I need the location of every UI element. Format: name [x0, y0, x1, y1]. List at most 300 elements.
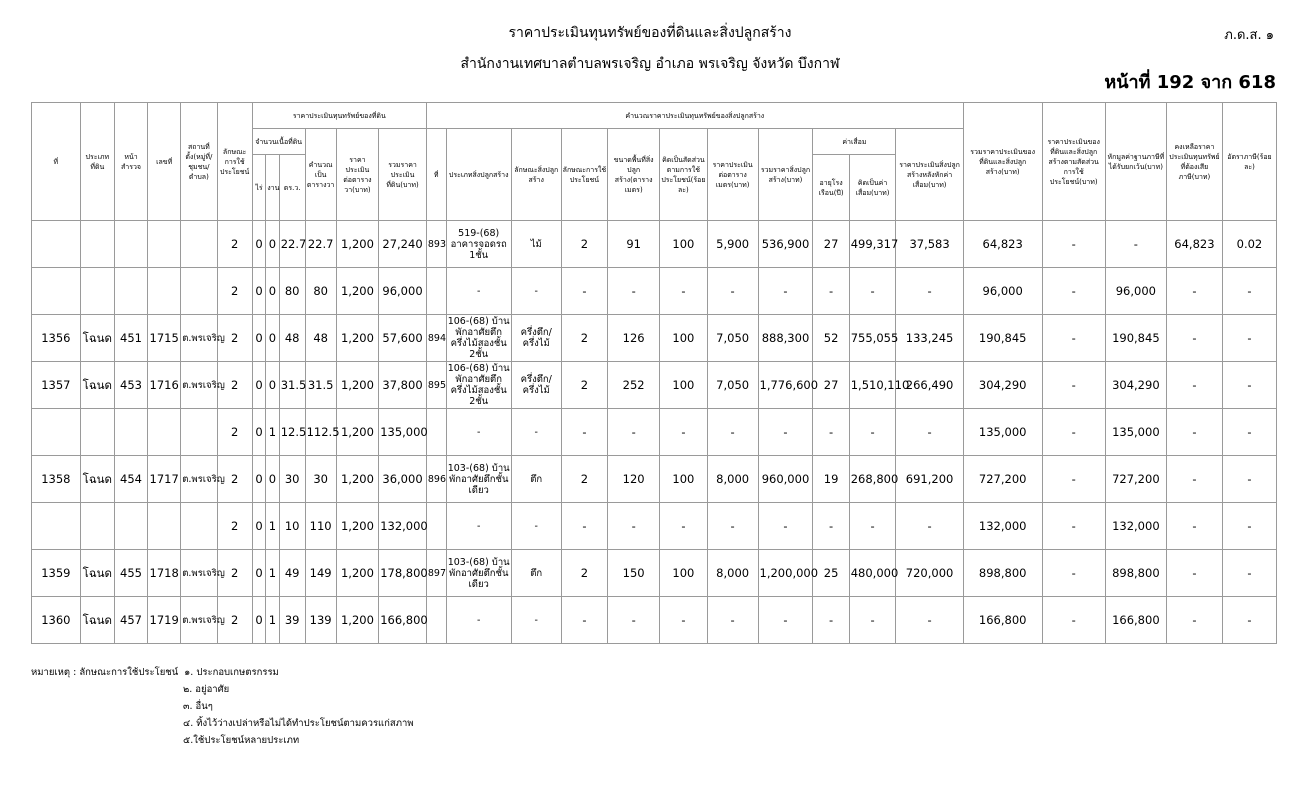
cell-ngan: 0	[266, 268, 279, 315]
cell-b-kind: -	[511, 268, 561, 315]
cell-depr: 480,000	[849, 550, 896, 597]
cell-no: 1359	[32, 550, 81, 597]
cell-prop: -	[1042, 315, 1105, 362]
report-title: ราคาประเมินทุนทรัพย์ของที่ดินและสิ่งปลูกสร้าง	[508, 25, 792, 41]
cell-doc: 1717	[148, 456, 181, 503]
cell-deduct: 304,290	[1105, 362, 1166, 409]
cell-total: 135,000	[963, 409, 1042, 456]
cell-b-pct: 100	[660, 550, 708, 597]
cell-age: -	[813, 268, 849, 315]
cell-sqw: 48	[279, 315, 305, 362]
cell-rate: -	[1222, 362, 1276, 409]
cell-b-area: 91	[608, 221, 660, 268]
cell-b-use: 2	[561, 550, 608, 597]
cell-land-total: 36,000	[379, 456, 427, 503]
col-doc-no: เลขที่	[148, 103, 181, 221]
cell-b-use: -	[561, 503, 608, 550]
cell-land-total: 135,000	[379, 409, 427, 456]
cell-land-type	[80, 268, 114, 315]
cell-use: 2	[217, 456, 252, 503]
cell-doc: 1716	[148, 362, 181, 409]
cell-total: 190,845	[963, 315, 1042, 362]
col-b-no: ที่	[426, 129, 446, 221]
cell-prop: -	[1042, 362, 1105, 409]
cell-sqw: 22.7	[279, 221, 305, 268]
cell-ngan: 1	[266, 409, 279, 456]
cell-rate: -	[1222, 268, 1276, 315]
cell-total: 64,823	[963, 221, 1042, 268]
cell-b-pct: -	[660, 597, 708, 644]
table-row	[32, 503, 1277, 550]
cell-total: 96,000	[963, 268, 1042, 315]
cell-deduct: 727,200	[1105, 456, 1166, 503]
cell-use: 2	[217, 550, 252, 597]
cell-sqw: 49	[279, 550, 305, 597]
col-taxable: คงเหลือราคาประเมินทุนทรัพย์ที่ต้องเสียภาษี(บาท)	[1166, 103, 1222, 221]
cell-ngan: 0	[266, 362, 279, 409]
cell-ngan: 1	[266, 597, 279, 644]
cell-rai: 0	[252, 409, 265, 456]
cell-taxable: -	[1166, 362, 1222, 409]
cell-b-total: -	[758, 597, 813, 644]
cell-land-type	[80, 221, 114, 268]
form-code: ภ.ด.ส. ๑	[1224, 28, 1274, 43]
table-body	[32, 221, 1277, 644]
cell-b-no	[426, 503, 446, 550]
col-b-type: ประเภทสิ่งปลูกสร้าง	[446, 129, 511, 221]
cell-price: 1,200	[336, 409, 379, 456]
cell-b-type: -	[446, 409, 511, 456]
cell-b-total: -	[758, 409, 813, 456]
cell-rai: 0	[252, 503, 265, 550]
cell-b-pct: 100	[660, 362, 708, 409]
cell-depr: -	[849, 503, 896, 550]
cell-b-kind: -	[511, 409, 561, 456]
cell-page: 454	[114, 456, 147, 503]
cell-after: 37,583	[896, 221, 963, 268]
cell-calc: 30	[305, 456, 336, 503]
cell-loc	[181, 268, 217, 315]
cell-loc: ต.พรเจริญ	[181, 315, 217, 362]
cell-b-area: 120	[608, 456, 660, 503]
cell-age: 19	[813, 456, 849, 503]
cell-prop: -	[1042, 550, 1105, 597]
cell-prop: -	[1042, 456, 1105, 503]
cell-page	[114, 503, 147, 550]
group-land-value: ราคาประเมินทุนทรัพย์ของที่ดิน	[252, 103, 426, 129]
cell-b-use: -	[561, 268, 608, 315]
cell-calc: 149	[305, 550, 336, 597]
cell-land-type: โฉนด	[80, 550, 114, 597]
cell-deduct: 190,845	[1105, 315, 1166, 362]
cell-depr: 268,800	[849, 456, 896, 503]
cell-loc: ต.พรเจริญ	[181, 550, 217, 597]
cell-b-pct: 100	[660, 315, 708, 362]
cell-rate: -	[1222, 456, 1276, 503]
cell-rai: 0	[252, 597, 265, 644]
cell-b-kind: ครึ่งตึก/ครึ่งไม้	[511, 315, 561, 362]
cell-rai: 0	[252, 315, 265, 362]
cell-taxable: -	[1166, 597, 1222, 644]
cell-price: 1,200	[336, 550, 379, 597]
cell-page: 457	[114, 597, 147, 644]
table-row	[32, 409, 1277, 456]
cell-ngan: 1	[266, 550, 279, 597]
cell-after: 691,200	[896, 456, 963, 503]
cell-use: 2	[217, 221, 252, 268]
cell-b-total: -	[758, 268, 813, 315]
notes-label: หมายเหตุ : ลักษณะการใช้ประโยชน์	[31, 667, 179, 678]
cell-page	[114, 221, 147, 268]
cell-b-use: -	[561, 409, 608, 456]
col-rai: ไร่	[252, 155, 265, 221]
note-item: ๒. อยู่อาศัย	[183, 684, 230, 695]
cell-rai: 0	[252, 456, 265, 503]
cell-after: -	[896, 409, 963, 456]
cell-ngan: 0	[266, 221, 279, 268]
cell-b-no	[426, 409, 446, 456]
cell-b-no: 896	[426, 456, 446, 503]
cell-after: -	[896, 268, 963, 315]
cell-page	[114, 268, 147, 315]
cell-land-total: 132,000	[379, 503, 427, 550]
cell-calc: 80	[305, 268, 336, 315]
cell-b-pct: -	[660, 503, 708, 550]
cell-depr: 499,317	[849, 221, 896, 268]
cell-land-type	[80, 409, 114, 456]
col-b-after-depr: ราคาประเมินสิ่งปลูกสร้างหลังหักค่าเสื่อม(บาท)	[896, 129, 963, 221]
report-subtitle: สำนักงานเทศบาลตำบลพรเจริญ อำเภอ พรเจริญ จังหวัด บึงกาฬ	[460, 56, 840, 72]
cell-b-type: 103-(68) บ้านพักอาศัยตึกชั้นเดียว	[446, 456, 511, 503]
cell-b-area: 126	[608, 315, 660, 362]
cell-price: 1,200	[336, 315, 379, 362]
cell-sqw: 12.5	[279, 409, 305, 456]
cell-taxable: -	[1166, 409, 1222, 456]
cell-b-price: 8,000	[707, 456, 758, 503]
cell-no	[32, 409, 81, 456]
table-row	[32, 597, 1277, 644]
cell-use: 2	[217, 503, 252, 550]
cell-land-type	[80, 503, 114, 550]
col-deduction: หักมูลค่าฐานภาษีที่ได้รับยกเว้น(บาท)	[1105, 103, 1166, 221]
group-area: จำนวนเนื้อที่ดิน	[252, 129, 305, 155]
cell-land-total: 166,800	[379, 597, 427, 644]
cell-land-total: 178,800	[379, 550, 427, 597]
table-row	[32, 221, 1277, 268]
cell-sqw: 10	[279, 503, 305, 550]
cell-b-kind: ตึก	[511, 550, 561, 597]
cell-b-kind: ครึ่งตึก/ครึ่งไม้	[511, 362, 561, 409]
col-b-percent: คิดเป็นสัดส่วนตามการใช้ประโยชน์(ร้อยละ)	[660, 129, 708, 221]
cell-taxable: -	[1166, 456, 1222, 503]
cell-price: 1,200	[336, 597, 379, 644]
cell-b-no	[426, 268, 446, 315]
cell-no	[32, 268, 81, 315]
cell-rai: 0	[252, 362, 265, 409]
cell-loc: ต.พรเจริญ	[181, 597, 217, 644]
cell-sqw: 30	[279, 456, 305, 503]
table-row	[32, 550, 1277, 597]
col-b-kind: ลักษณะสิ่งปลูกสร้าง	[511, 129, 561, 221]
cell-calc: 48	[305, 315, 336, 362]
table-row	[32, 315, 1277, 362]
cell-price: 1,200	[336, 503, 379, 550]
cell-b-total: 536,900	[758, 221, 813, 268]
cell-age: -	[813, 409, 849, 456]
cell-rai: 0	[252, 221, 265, 268]
cell-rate: -	[1222, 503, 1276, 550]
cell-loc	[181, 409, 217, 456]
note-item: ๓. อื่นๆ	[183, 701, 213, 712]
col-total-value: รวมราคาประเมินของที่ดินและสิ่งปลูกสร้าง(บาท)	[963, 103, 1042, 221]
cell-deduct: 898,800	[1105, 550, 1166, 597]
cell-doc	[148, 221, 181, 268]
cell-taxable: -	[1166, 503, 1222, 550]
cell-deduct: -	[1105, 221, 1166, 268]
cell-b-type: 519-(68) อาคารจอดรถ 1ชั้น	[446, 221, 511, 268]
cell-no	[32, 503, 81, 550]
cell-use: 2	[217, 597, 252, 644]
cell-age: 52	[813, 315, 849, 362]
col-depr-amt: คิดเป็นค่าเสื่อม(บาท)	[849, 155, 896, 221]
col-usage-type: ลักษณะการใช้ประโยชน์	[217, 103, 252, 221]
cell-b-price: 8,000	[707, 550, 758, 597]
cell-b-no: 895	[426, 362, 446, 409]
cell-after: 720,000	[896, 550, 963, 597]
cell-price: 1,200	[336, 362, 379, 409]
cell-depr: -	[849, 409, 896, 456]
cell-sqw: 39	[279, 597, 305, 644]
cell-taxable: -	[1166, 550, 1222, 597]
col-location: สถานที่ตั้ง(หมู่ที่/ชุมชน/ตำบล)	[181, 103, 217, 221]
col-land-type: ประเภทที่ดิน	[80, 103, 114, 221]
cell-b-use: 2	[561, 315, 608, 362]
group-building-value: คำนวณราคาประเมินทุนทรัพย์ของสิ่งปลูกสร้าง	[426, 103, 963, 129]
cell-prop: -	[1042, 503, 1105, 550]
cell-b-kind: -	[511, 503, 561, 550]
cell-doc: 1719	[148, 597, 181, 644]
cell-depr: -	[849, 597, 896, 644]
cell-b-type: 103-(68) บ้านพักอาศัยตึกชั้นเดียว	[446, 550, 511, 597]
cell-no: 1356	[32, 315, 81, 362]
cell-prop: -	[1042, 268, 1105, 315]
cell-b-type: -	[446, 597, 511, 644]
cell-taxable: 64,823	[1166, 221, 1222, 268]
cell-page: 453	[114, 362, 147, 409]
cell-taxable: -	[1166, 268, 1222, 315]
cell-land-type: โฉนด	[80, 456, 114, 503]
cell-b-price: 7,050	[707, 362, 758, 409]
col-b-total: รวมราคาสิ่งปลูกสร้าง(บาท)	[758, 129, 813, 221]
cell-age: 27	[813, 221, 849, 268]
cell-b-price: -	[707, 503, 758, 550]
cell-b-kind: -	[511, 597, 561, 644]
note-item: ๔. ทิ้งไว้ว่างเปล่าหรือไม่ได้ทำประโยชน์ตามควรแก่สภาพ	[183, 718, 414, 729]
cell-doc	[148, 503, 181, 550]
cell-taxable: -	[1166, 315, 1222, 362]
cell-b-area: -	[608, 597, 660, 644]
cell-b-area: -	[608, 268, 660, 315]
cell-rate: 0.02	[1222, 221, 1276, 268]
col-ngan: งาน	[266, 155, 279, 221]
cell-total: 166,800	[963, 597, 1042, 644]
col-tax-rate: อัตราภาษี(ร้อยละ)	[1222, 103, 1276, 221]
cell-after: -	[896, 503, 963, 550]
cell-rate: -	[1222, 315, 1276, 362]
cell-b-no: 894	[426, 315, 446, 362]
cell-deduct: 166,800	[1105, 597, 1166, 644]
col-no: ที่	[32, 103, 81, 221]
cell-no: 1357	[32, 362, 81, 409]
cell-b-area: -	[608, 503, 660, 550]
cell-rate: -	[1222, 409, 1276, 456]
cell-land-type: โฉนด	[80, 315, 114, 362]
cell-calc: 22.7	[305, 221, 336, 268]
col-age: อายุโรงเรือน(ปี)	[813, 155, 849, 221]
cell-b-price: -	[707, 597, 758, 644]
cell-b-kind: ตึก	[511, 456, 561, 503]
col-b-price-sqm: ราคาประเมินต่อตารางเมตร(บาท)	[707, 129, 758, 221]
cell-b-area: -	[608, 409, 660, 456]
cell-b-use: 2	[561, 221, 608, 268]
cell-b-type: 106-(68) บ้านพักอาศัยตึกครึ่งไม้สองชั้น 2ชั้น	[447, 316, 510, 360]
cell-b-pct: 100	[660, 221, 708, 268]
cell-total: 132,000	[963, 503, 1042, 550]
cell-price: 1,200	[336, 221, 379, 268]
assessment-table	[31, 102, 1277, 644]
cell-b-use: 2	[561, 362, 608, 409]
cell-prop: -	[1042, 409, 1105, 456]
cell-ngan: 0	[266, 456, 279, 503]
cell-prop: -	[1042, 221, 1105, 268]
col-survey-page: หน้าสำรวจ	[114, 103, 147, 221]
cell-land-total: 57,600	[379, 315, 427, 362]
cell-land-total: 96,000	[379, 268, 427, 315]
cell-no: 1360	[32, 597, 81, 644]
cell-doc: 1718	[148, 550, 181, 597]
cell-page: 455	[114, 550, 147, 597]
cell-land-total: 37,800	[379, 362, 427, 409]
cell-total: 727,200	[963, 456, 1042, 503]
cell-b-price: -	[707, 409, 758, 456]
col-price-sqw: ราคาประเมินต่อตารางวา(บาท)	[336, 129, 379, 221]
cell-loc: ต.พรเจริญ	[181, 456, 217, 503]
cell-b-use: 2	[561, 456, 608, 503]
cell-b-pct: 100	[660, 456, 708, 503]
col-b-usage: ลักษณะการใช้ประโยชน์	[561, 129, 608, 221]
cell-use: 2	[217, 315, 252, 362]
cell-b-total: 960,000	[758, 456, 813, 503]
cell-total: 304,290	[963, 362, 1042, 409]
cell-rai: 0	[252, 268, 265, 315]
cell-sqw: 80	[279, 268, 305, 315]
col-land-total: รวมราคาประเมินที่ดิน(บาท)	[379, 129, 427, 221]
cell-price: 1,200	[336, 456, 379, 503]
cell-b-total: 888,300	[758, 315, 813, 362]
cell-age: -	[813, 597, 849, 644]
header-row-1	[32, 103, 1277, 129]
cell-age: 25	[813, 550, 849, 597]
cell-b-no	[426, 597, 446, 644]
cell-doc	[148, 409, 181, 456]
cell-age: -	[813, 503, 849, 550]
cell-use: 2	[217, 268, 252, 315]
cell-age: 27	[813, 362, 849, 409]
notes	[31, 664, 414, 749]
cell-doc: 1715	[148, 315, 181, 362]
cell-b-total: -	[758, 503, 813, 550]
cell-b-no: 893	[426, 221, 446, 268]
note-item: ๑. ประกอบเกษตรกรรม	[184, 667, 279, 678]
cell-b-no: 897	[426, 550, 446, 597]
cell-sqw: 31.5	[279, 362, 305, 409]
cell-use: 2	[217, 362, 252, 409]
cell-rai: 0	[252, 550, 265, 597]
cell-deduct: 135,000	[1105, 409, 1166, 456]
group-depreciation: ค่าเสื่อม	[813, 129, 896, 155]
cell-total: 898,800	[963, 550, 1042, 597]
cell-b-kind: ไม้	[511, 221, 561, 268]
cell-b-area: 150	[608, 550, 660, 597]
cell-depr: 755,055	[849, 315, 896, 362]
col-calc-sqw: คำนวณเป็นตารางวา	[305, 129, 336, 221]
cell-deduct: 132,000	[1105, 503, 1166, 550]
cell-calc: 110	[305, 503, 336, 550]
cell-loc	[181, 503, 217, 550]
cell-calc: 112.5	[305, 409, 336, 456]
cell-rate: -	[1222, 550, 1276, 597]
cell-land-total: 27,240	[379, 221, 427, 268]
col-b-area: ขนาดพื้นที่สิ่งปลูกสร้าง(ตารางเมตร)	[608, 129, 660, 221]
cell-use: 2	[217, 409, 252, 456]
col-prop-value: ราคาประเมินของที่ดินและสิ่งปลูกสร้างตามสัดส่วนการใช้ประโยชน์(บาท)	[1042, 103, 1105, 221]
cell-ngan: 0	[266, 315, 279, 362]
cell-b-area: 252	[608, 362, 660, 409]
cell-depr: 1,510,110	[849, 362, 896, 409]
cell-page	[114, 409, 147, 456]
page-indicator: หน้าที่ 192 จาก 618	[1104, 72, 1276, 93]
cell-b-total: 1,200,000	[758, 550, 813, 597]
cell-land-type: โฉนด	[80, 597, 114, 644]
cell-b-total: 1,776,600	[758, 362, 813, 409]
cell-b-pct: -	[660, 268, 708, 315]
cell-after: 133,245	[896, 315, 963, 362]
cell-b-price: 5,900	[707, 221, 758, 268]
cell-b-use: -	[561, 597, 608, 644]
cell-b-pct: -	[660, 409, 708, 456]
cell-rate: -	[1222, 597, 1276, 644]
cell-b-price: 7,050	[707, 315, 758, 362]
cell-no: 1358	[32, 456, 81, 503]
cell-b-price: -	[707, 268, 758, 315]
cell-b-type: -	[446, 503, 511, 550]
cell-calc: 31.5	[305, 362, 336, 409]
cell-no	[32, 221, 81, 268]
note-item: ๕.ใช้ประโยชน์หลายประเภท	[183, 735, 300, 746]
notes-first-line	[31, 664, 414, 681]
cell-after: 266,490	[896, 362, 963, 409]
cell-prop: -	[1042, 597, 1105, 644]
cell-calc: 139	[305, 597, 336, 644]
cell-b-type: -	[446, 268, 511, 315]
cell-deduct: 96,000	[1105, 268, 1166, 315]
cell-page: 451	[114, 315, 147, 362]
cell-b-type: 106-(68) บ้านพักอาศัยตึกครึ่งไม้สองชั้น 2ชั้น	[447, 363, 510, 407]
col-sqw: ตร.ว.	[279, 155, 305, 221]
cell-doc	[148, 268, 181, 315]
cell-depr: -	[849, 268, 896, 315]
table-row	[32, 268, 1277, 315]
